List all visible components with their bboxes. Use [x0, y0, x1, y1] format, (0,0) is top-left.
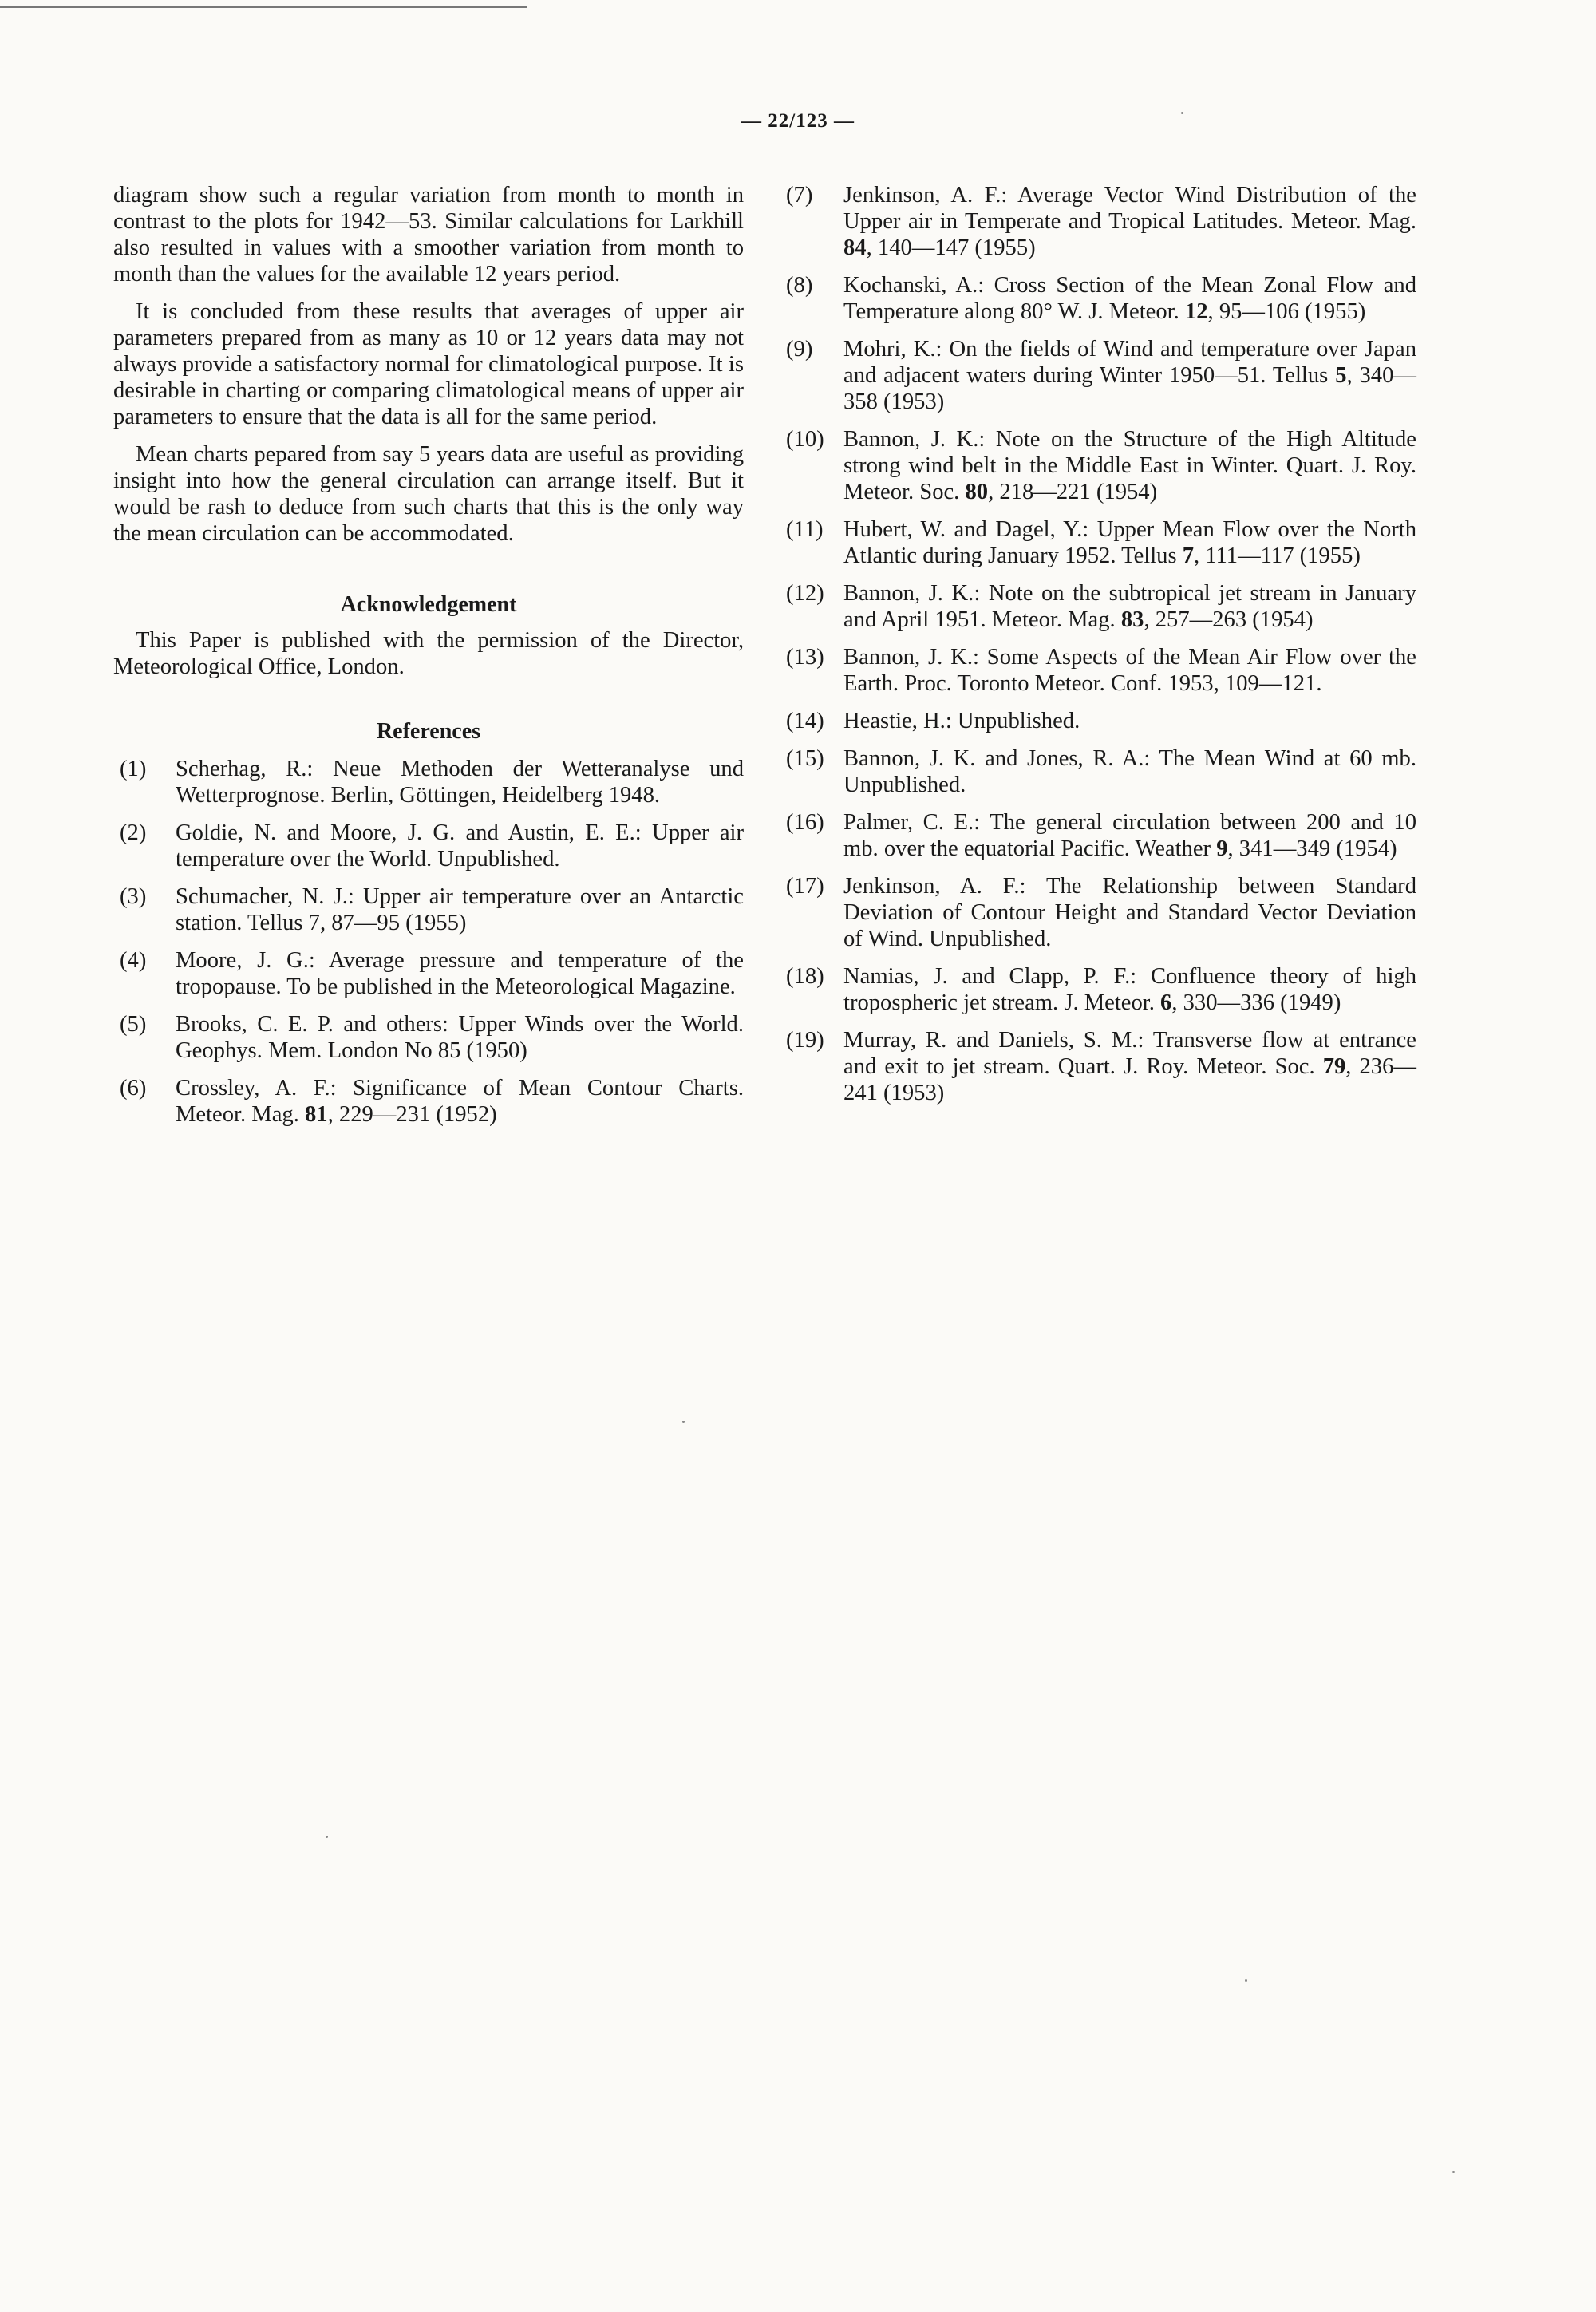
right-column: [786, 182, 1416, 1117]
reference-text: Moore, J. G.: Average pressure and temperature of the tropopause. To be published in the Meteorological Magazine.: [176, 948, 744, 999]
reference-text: Heastie, H.: Unpublished.: [843, 709, 1080, 733]
scan-speck: [682, 1421, 685, 1423]
reference-number: (3): [120, 884, 147, 909]
reference-item: [113, 756, 744, 808]
reference-text: Bannon, J. K.: Note on the Structure of the High Altitude strong wind belt in the Middle East in Winter. Quart. J. Roy. Meteor. Soc. 80, 218—221 (1954): [843, 427, 1416, 504]
reference-text: Scherhag, R.: Neue Methoden der Wetteranalyse und Wetterprognose. Berlin, Göttingen, Heidelberg 1948.: [176, 757, 744, 808]
reference-item: [113, 1075, 744, 1128]
reference-number: (13): [786, 645, 824, 670]
reference-number: (8): [786, 273, 813, 298]
volume-number: 6: [1160, 990, 1172, 1015]
scan-speck: [1181, 112, 1183, 114]
reference-item: [786, 272, 1416, 325]
reference-item: [786, 873, 1416, 952]
volume-number: 9: [1216, 836, 1228, 861]
reference-item: [786, 516, 1416, 569]
body-paragraph: Mean charts pepared from say 5 years data are useful as providing insight into how the general circulation can arrange itself. But it would be rash to deduce from such charts that this is the only way the mean circulation can be accommodated.: [113, 442, 744, 546]
reference-number: (7): [786, 183, 813, 207]
reference-number: (11): [786, 517, 824, 542]
reference-number: (18): [786, 964, 824, 989]
reference-item: [786, 809, 1416, 862]
scan-speck: [1452, 2171, 1455, 2173]
reference-item: [113, 820, 744, 872]
volume-number: 81: [305, 1102, 328, 1127]
reference-number: (14): [786, 709, 824, 733]
scan-speck: [326, 1836, 328, 1838]
reference-item: [786, 426, 1416, 505]
reference-item: [113, 883, 744, 936]
reference-item: [786, 644, 1416, 697]
scan-edge-line: [0, 6, 527, 8]
reference-text: Bannon, J. K. and Jones, R. A.: The Mean Wind at 60 mb. Unpublished.: [843, 746, 1416, 797]
body-paragraph: It is concluded from these results that averages of upper air parameters prepared from as many as 10 or 12 years data may not always provide a satisfactory normal for climatological purpose. It is desirable in charting or comparing climatological means of upper air parameters to ensure that the data is all for the same period.: [113, 299, 744, 429]
reference-text: Bannon, J. K.: Some Aspects of the Mean Air Flow over the Earth. Proc. Toronto Meteor. Conf. 1953, 109—121.: [843, 645, 1416, 696]
reference-number: (9): [786, 337, 813, 362]
reference-text: Crossley, A. F.: Significance of Mean Contour Charts. Meteor. Mag. 81, 229—231 (1952): [176, 1076, 744, 1127]
acknowledgement-heading: Acknowledgement: [340, 592, 517, 617]
reference-number: (10): [786, 427, 824, 452]
reference-number: (17): [786, 874, 824, 899]
reference-text: Mohri, K.: On the fields of Wind and temperature over Japan and adjacent waters during Winter 1950—51. Tellus 5, 340—358 (1953): [843, 337, 1416, 414]
acknowledgement-text: This Paper is published with the permission of the Director, Meteorological Office, London.: [113, 628, 744, 679]
reference-text: Jenkinson, A. F.: Average Vector Wind Distribution of the Upper air in Temperate and Tropical Latitudes. Meteor. Mag. 84, 140—147 (1955): [843, 183, 1416, 260]
reference-number: (4): [120, 948, 147, 973]
reference-number: (2): [120, 820, 147, 845]
reference-text: Goldie, N. and Moore, J. G. and Austin, E. E.: Upper air temperature over the World. Unpublished.: [176, 820, 744, 871]
scan-speck: [1245, 1979, 1247, 1982]
reference-number: (19): [786, 1028, 824, 1053]
reference-item: [786, 745, 1416, 798]
reference-text: Bannon, J. K.: Note on the subtropical jet stream in January and April 1951. Meteor. Mag. 83, 257—263 (1954): [843, 581, 1416, 632]
reference-text: Brooks, C. E. P. and others: Upper Winds over the World. Geophys. Mem. London No 85 (1950): [176, 1012, 744, 1063]
reference-text: Murray, R. and Daniels, S. M.: Transverse flow at entrance and exit to jet stream. Quart. J. Roy. Meteor. Soc. 79, 236—241 (1953): [843, 1028, 1416, 1105]
left-column: [113, 182, 744, 1139]
reference-text: Jenkinson, A. F.: The Relationship between Standard Deviation of Contour Height and Standard Vector Deviation of Wind. Unpublished.: [843, 874, 1416, 951]
reference-number: (5): [120, 1012, 147, 1037]
reference-text: Hubert, W. and Dagel, Y.: Upper Mean Flow over the North Atlantic during January 1952. Tellus 7, 111—117 (1955): [843, 517, 1416, 568]
reference-number: (16): [786, 810, 824, 835]
reference-item: [113, 1011, 744, 1064]
page-number: — 22/123 —: [741, 110, 855, 132]
reference-item: [113, 947, 744, 1000]
volume-number: 5: [1335, 363, 1347, 388]
reference-text: Namias, J. and Clapp, P. F.: Confluence theory of high tropospheric jet stream. J. Meteor. 6, 330—336 (1949): [843, 964, 1416, 1015]
reference-text: Schumacher, N. J.: Upper air temperature over an Antarctic station. Tellus 7, 87—95 (1955): [176, 884, 744, 935]
volume-number: 80: [965, 480, 989, 504]
reference-number: (15): [786, 746, 824, 771]
references-heading: References: [376, 719, 481, 744]
reference-text: Kochanski, A.: Cross Section of the Mean Zonal Flow and Temperature along 80° W. J. Meteor. 12, 95—106 (1955): [843, 273, 1416, 324]
volume-number: 12: [1184, 299, 1208, 324]
reference-item: [786, 580, 1416, 633]
volume-number: 7: [1182, 543, 1195, 568]
reference-item: [786, 336, 1416, 415]
volume-number: 84: [843, 235, 867, 260]
reference-item: [786, 708, 1416, 734]
reference-number: (6): [120, 1076, 147, 1101]
reference-item: [786, 963, 1416, 1016]
reference-item: [786, 182, 1416, 261]
reference-text: Palmer, C. E.: The general circulation between 200 and 10 mb. over the equatorial Pacific. Weather 9, 341—349 (1954): [843, 810, 1416, 861]
body-paragraph: diagram show such a regular variation from month to month in contrast to the plots for 1942—53. Similar calculations for Larkhill also resulted in values with a smoother variation from month to month than the values for the available 12 years period.: [113, 183, 744, 287]
reference-item: [786, 1027, 1416, 1106]
volume-number: 83: [1120, 607, 1144, 632]
volume-number: 79: [1322, 1054, 1346, 1079]
reference-number: (12): [786, 581, 824, 606]
reference-number: (1): [120, 757, 147, 781]
